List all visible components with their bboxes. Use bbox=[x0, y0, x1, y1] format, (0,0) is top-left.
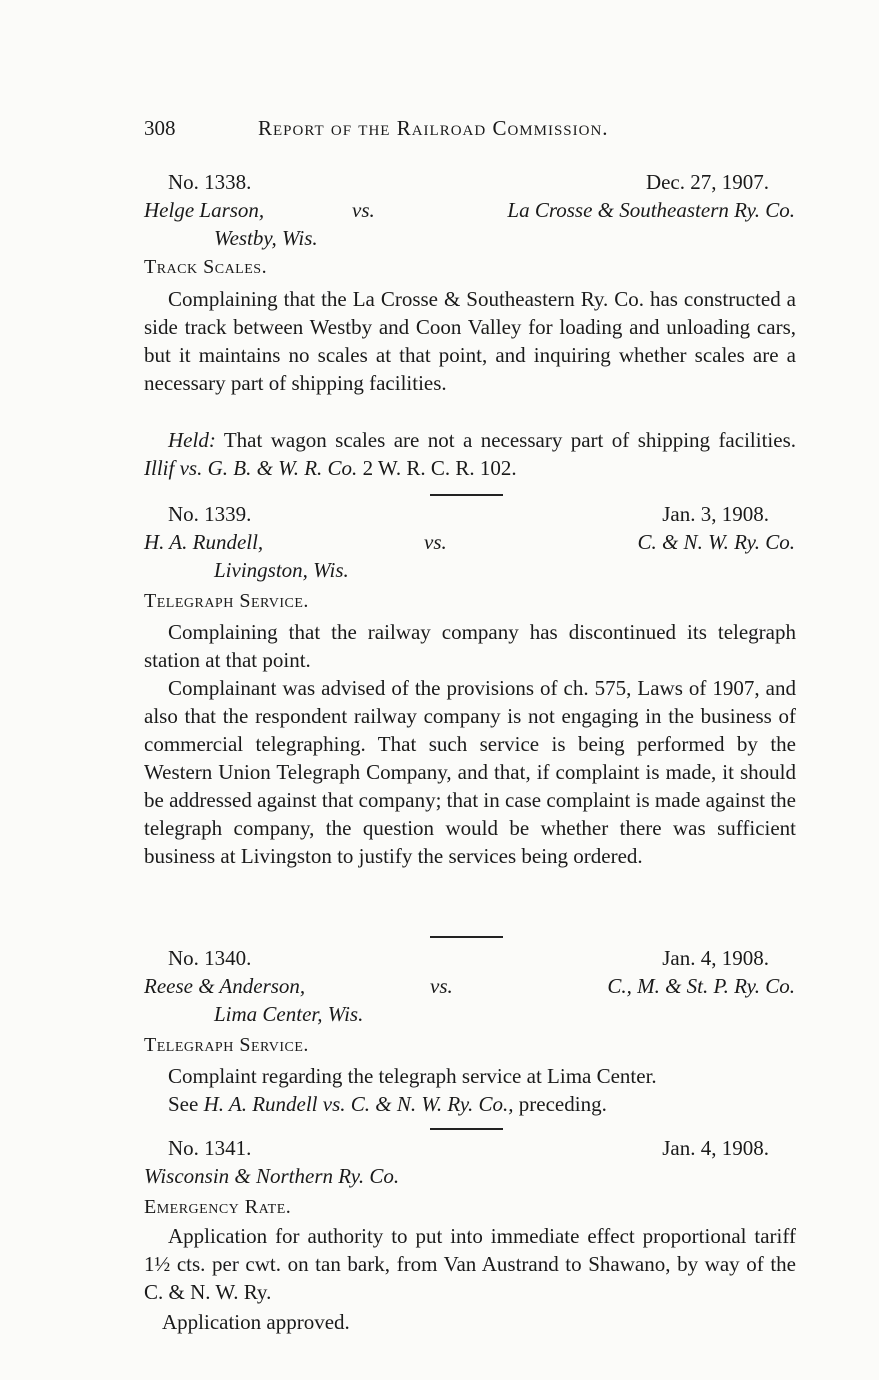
running-title: Report of the Railroad Commission. bbox=[258, 116, 609, 140]
case-date: Jan. 4, 1908. bbox=[662, 946, 769, 970]
versus: vs. bbox=[430, 974, 453, 998]
see-label: See bbox=[168, 1092, 204, 1116]
held-text: That wagon scales are not a necessary part of shipping facilities. bbox=[215, 428, 796, 452]
case-subject: Telegraph Service. bbox=[144, 590, 309, 612]
case-subject: Telegraph Service. bbox=[144, 1034, 309, 1056]
see-tail: preceding. bbox=[513, 1092, 607, 1116]
complainant-location: Livingston, Wis. bbox=[214, 558, 349, 582]
complainant: Helge Larson, bbox=[144, 198, 265, 222]
applicant: Wisconsin & Northern Ry. Co. bbox=[144, 1164, 400, 1188]
section-divider bbox=[430, 936, 503, 938]
respondent: C., M. & St. P. Ry. Co. bbox=[607, 974, 795, 998]
held-citation: Illif vs. G. B. & W. R. Co. bbox=[144, 456, 358, 480]
case-subject: Track Scales. bbox=[144, 256, 268, 278]
case-date: Dec. 27, 1907. bbox=[645, 170, 769, 194]
complainant: Reese & Anderson, bbox=[144, 974, 306, 998]
case-result: Application approved. bbox=[162, 1310, 350, 1334]
see-also bbox=[168, 1090, 607, 1118]
case-date: Jan. 4, 1908. bbox=[662, 1136, 769, 1160]
case-body: Complaining that the La Crosse & Southeastern Ry. Co. has constructed a side track between Westby and Coon Valley for loading and unloading cars, but it maintains no scales at that point, and inquiring whether scales are a necessary part of shipping facilities. bbox=[144, 287, 796, 395]
respondent: La Crosse & Southeastern Ry. Co. bbox=[507, 198, 795, 222]
case-body: Complaint regarding the telegraph service at Lima Center. bbox=[168, 1064, 657, 1088]
case-date: Jan. 3, 1908. bbox=[662, 502, 769, 526]
see-citation: H. A. Rundell vs. C. & N. W. Ry. Co., bbox=[203, 1092, 514, 1116]
case-number: No. 1339. bbox=[168, 502, 252, 526]
complainant-location: Lima Center, Wis. bbox=[214, 1002, 364, 1026]
held-paragraph bbox=[144, 426, 796, 482]
case-body-continued: Complainant was advised of the provisions of ch. 575, Laws of 1907, and also that the respondent railway company is not engaging in the business of commercial telegraphing. That such service is being performed by the Western Union Telegraph Company, and that, if complaint is made, it should be addressed against that company; that in case complaint is made against the telegraph company, the question would be whether there was sufficient business at Livingston to justify the services being ordered. bbox=[144, 676, 796, 868]
case-body: Complaining that the railway company has discontinued its telegraph station at that point. bbox=[144, 620, 796, 672]
section-divider bbox=[430, 494, 503, 496]
case-number: No. 1341. bbox=[168, 1136, 252, 1160]
held-reference: 2 W. R. C. R. 102. bbox=[357, 456, 517, 480]
versus: vs. bbox=[424, 530, 447, 554]
case-number: No. 1338. bbox=[168, 170, 252, 194]
complainant-location: Westby, Wis. bbox=[214, 226, 318, 250]
versus: vs. bbox=[352, 198, 375, 222]
held-label: Held: bbox=[168, 428, 216, 452]
case-body: Application for authority to put into immediate effect proportional tariff 1½ cts. per cwt. on tan bark, from Van Austrand to Shawano, by way of the C. & N. W. Ry. bbox=[144, 1224, 796, 1304]
page-number: 308 bbox=[144, 116, 176, 140]
complainant: H. A. Rundell, bbox=[144, 530, 264, 554]
section-divider bbox=[430, 1128, 503, 1130]
case-subject: Emergency Rate. bbox=[144, 1196, 292, 1218]
respondent: C. & N. W. Ry. Co. bbox=[637, 530, 795, 554]
case-number: No. 1340. bbox=[168, 946, 252, 970]
